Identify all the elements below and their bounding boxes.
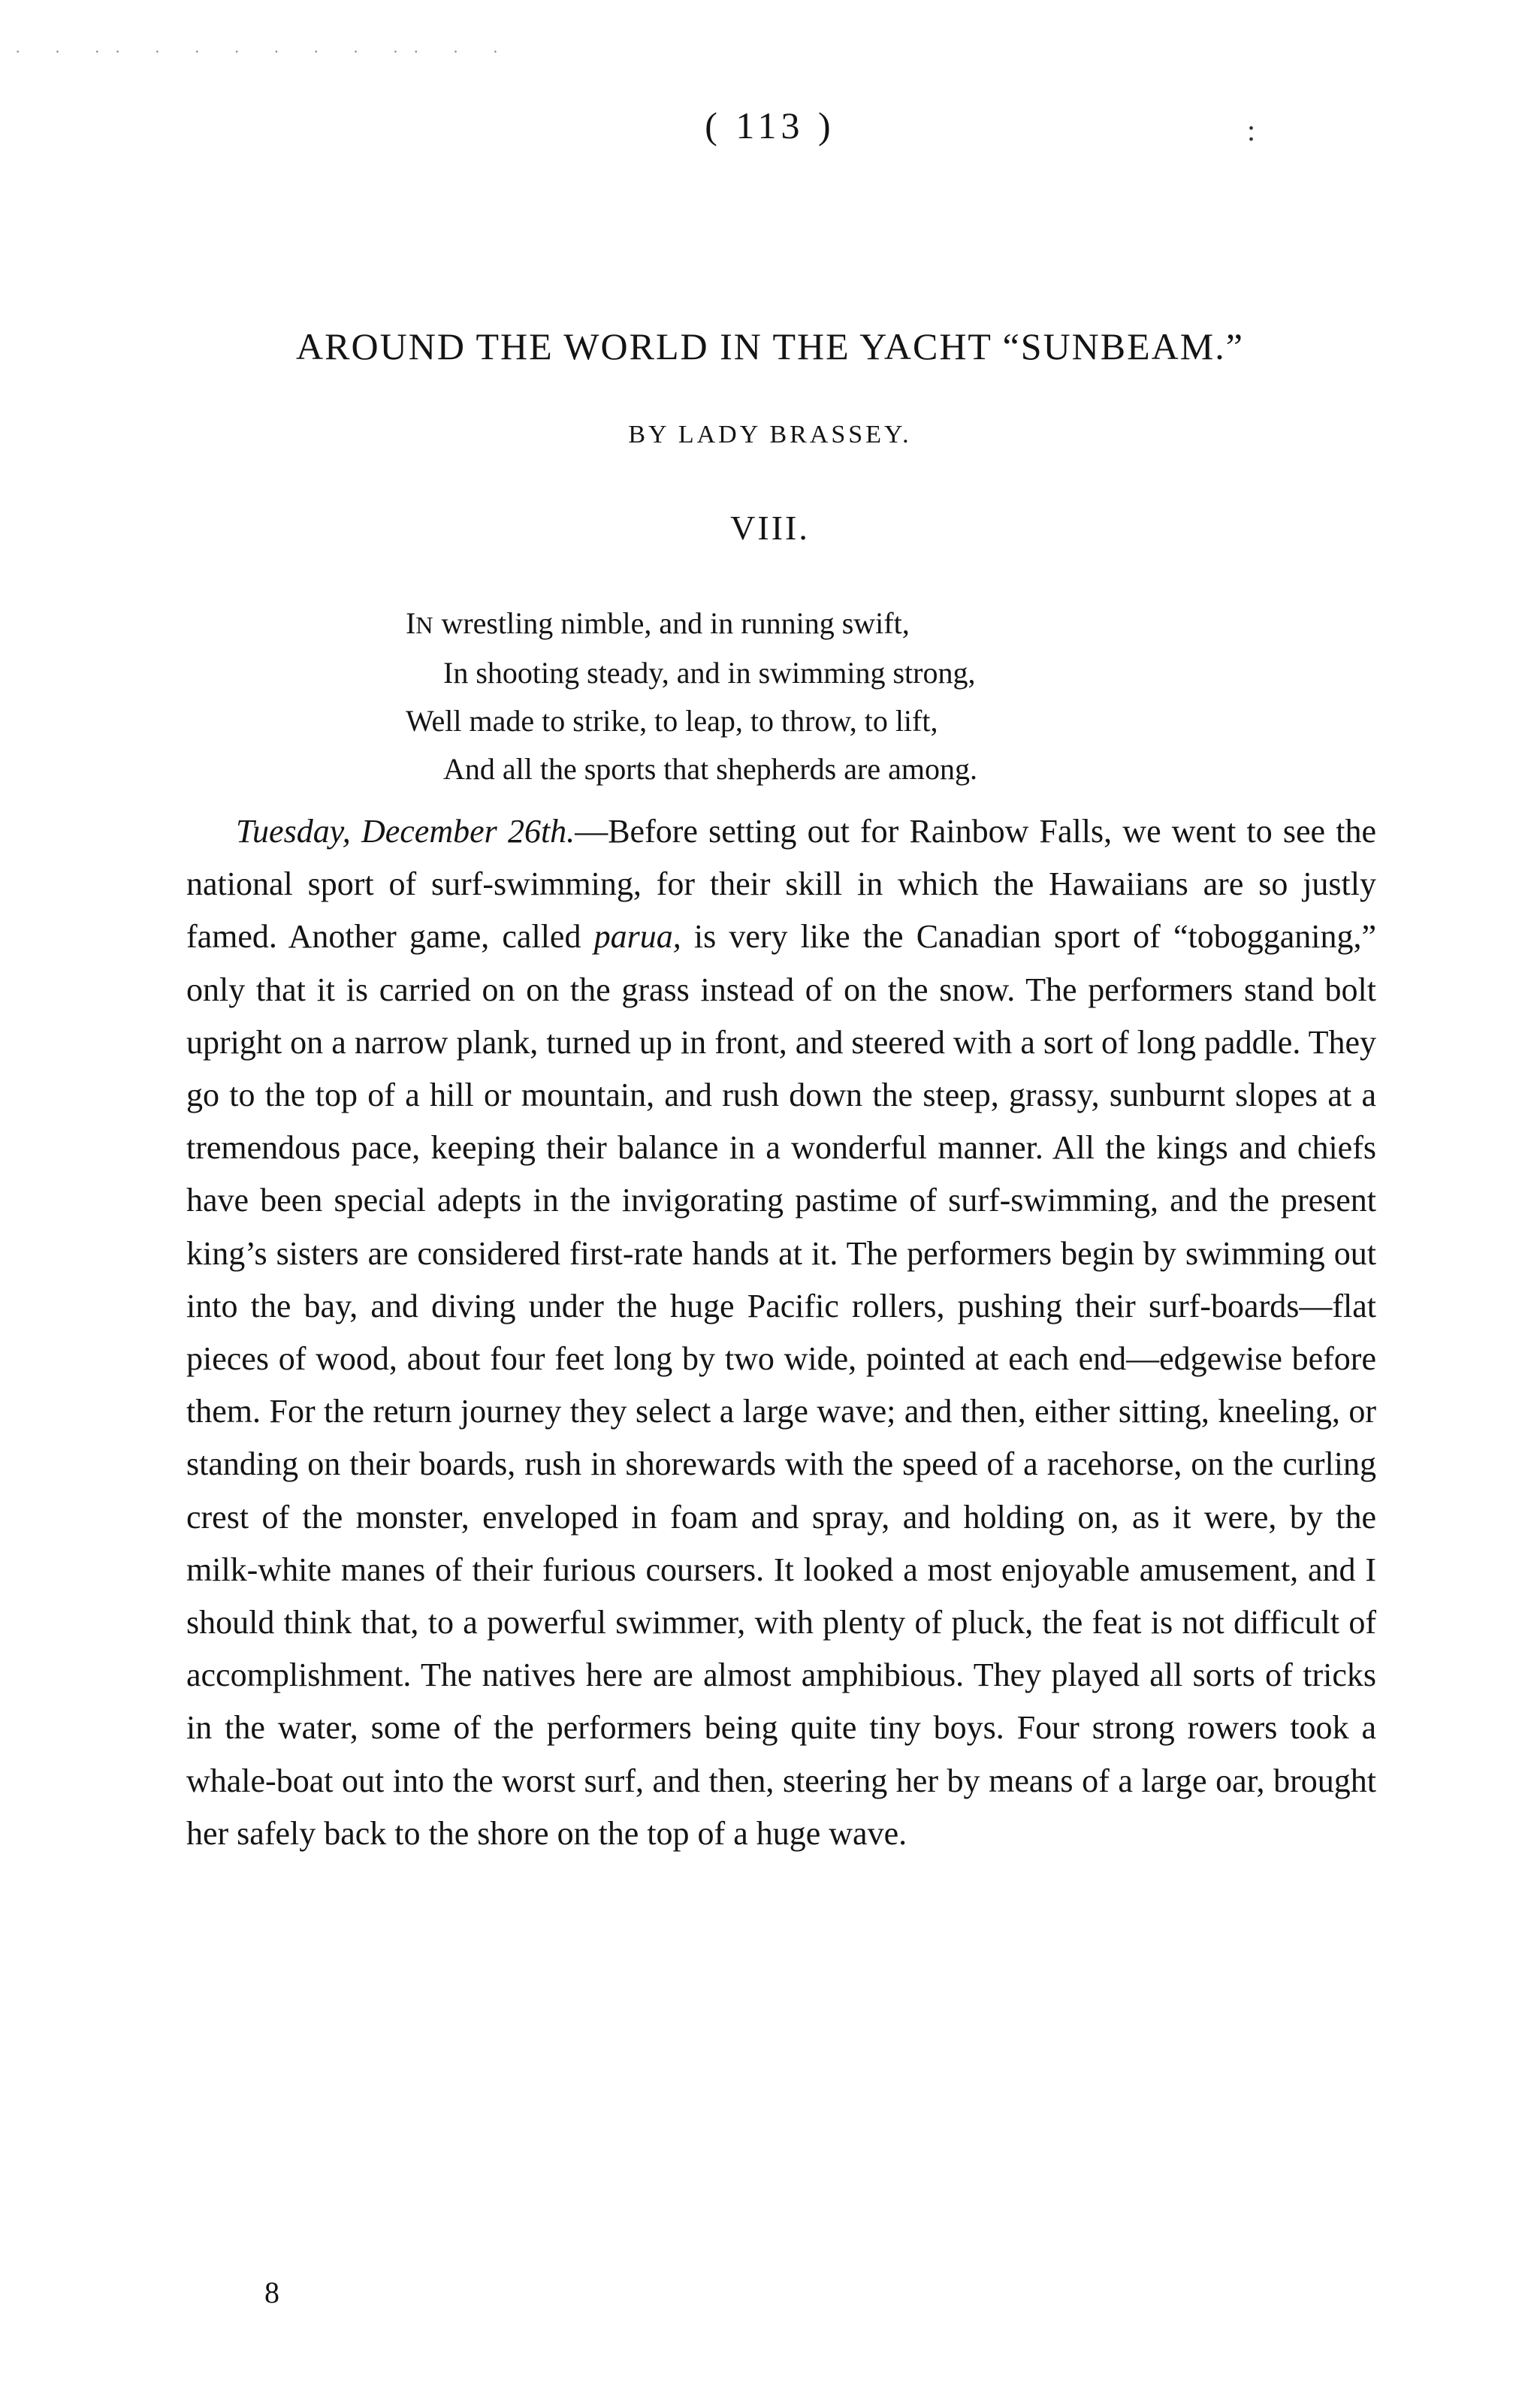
epigraph	[406, 599, 1307, 793]
byline: BY LADY BRASSEY.	[628, 421, 912, 448]
epigraph-line-1	[406, 599, 1307, 649]
body-text-part-2: is very like the Canadian sport of “tobogganing,” only that it is carried on on the grass instead of on the snow. The performers stand bolt upright on a narrow plank, turned up in front, and steered with a sort of long paddle. They go to the top of a hill or mountain, and rush down the steep, grassy, sunburnt slopes at a tremendous pace, keeping their balance in a wonderful manner. All the kings and chiefs have been special adepts in the invigorating pastime of surf-swimming, and the present king’s sisters are considered first-rate hands at it. The performers begin by swimming out into the bay, and diving under the huge Pacific rollers, pushing their surf-boards—flat pieces of wood, about four feet long by two wide, pointed at each end—edgewise before them. For the return journey they select a large wave; and then, either sitting, kneeling, or standing on their boards, rush in shorewards with the speed of a racehorse, on the curling crest of the monster, enveloped in foam and spray, and holding on, as it were, by the milk-white manes of their furious coursers. It looked a most enjoyable amusement, and I should think that, to a powerful swimmer, with plenty of pluck, the feat is not difficult of accomplishment. The natives here are almost amphibious. They played all sorts of tricks in the water, some of the performers being quite tiny boys. Four strong rowers took a whale-boat out into the worst surf, and then, steering her by means of a large oar, brought her safely back to the shore on the top of a huge wave.	[186, 918, 1376, 1852]
epigraph-initial-rest: N	[415, 612, 434, 639]
italic-term: parua,	[593, 918, 681, 956]
body-text-part-1: —Before setting out for Rainbow Falls, we went to see the national sport of surf-swimming, for their skill in which the Hawaiians are so justly famed. Another game, called	[186, 813, 1377, 956]
epigraph-line-2: In shooting steady, and in swimming strong,	[443, 656, 976, 690]
body-paragraph	[186, 805, 1376, 1860]
epigraph-line-3: Well made to strike, to leap, to throw, to lift,	[406, 704, 938, 738]
epigraph-initial: I	[406, 606, 416, 640]
page-number: ( 113 )	[705, 104, 835, 146]
epigraph-line-4: And all the sports that shepherds are among.	[443, 752, 977, 786]
part-number: VIII.	[730, 509, 810, 547]
dateline: Tuesday, December 26th.	[236, 813, 575, 850]
epigraph-line-1-text: wrestling nimble, and in running swift,	[433, 606, 910, 640]
signature-mark: 8	[264, 2276, 279, 2309]
scan-specks: · · ·· · · · · · · ·· · ·	[15, 42, 514, 61]
scan-mark: :	[1247, 113, 1256, 147]
article-title: AROUND THE WORLD IN THE YACHT “SUNBEAM.”	[296, 325, 1244, 367]
